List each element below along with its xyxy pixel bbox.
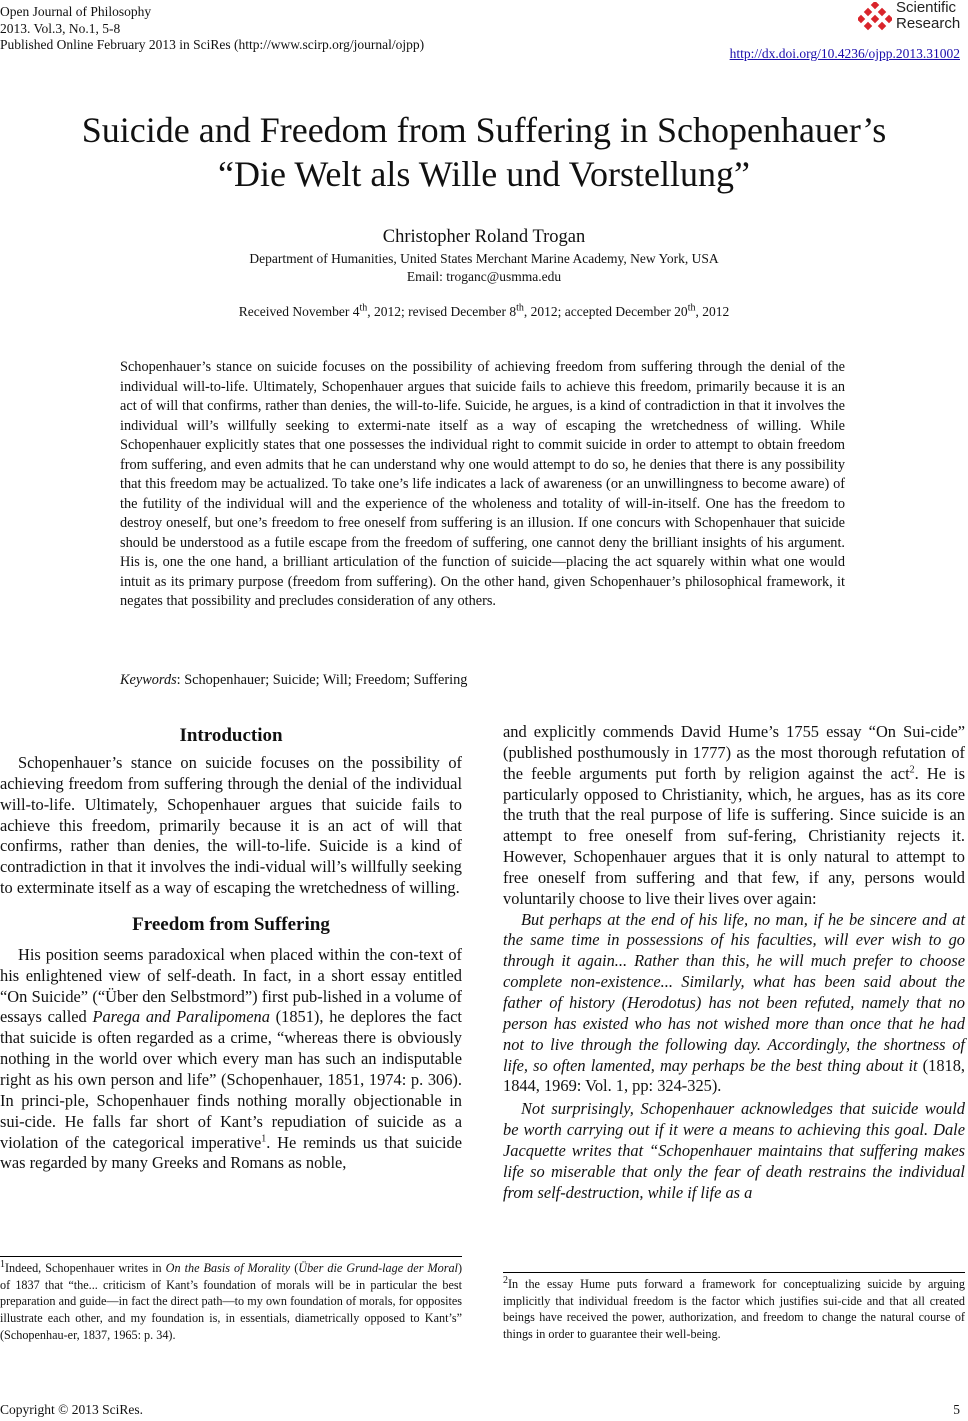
footnote-1: $^1$Indeed, Schopenhauer writes in On the Basis of Morality (Über die Grund-lage der Moral) of 1837 that “the... criticism of Kant’s foundation of morals will be in particular the best preparation and guide—in fact the direct path—to my own foundation of morals, for opposites illustrate each other, and my foundation is, in essentials, diametrically opposed to Kant’s” (Schopenhau-er, 1837, 1965: p. 34). [0,1258,463,1342]
doi-link-wrap [730,46,960,62]
doi-link[interactable]: http://dx.doi.org/10.4236/ojpp.2013.31002 [729,46,960,61]
published-online: Published Online February 2013 in SciRes (http://www.scirp.org/journal/ojpp) [0,37,425,52]
body-paragraph: His position seems paradoxical when placed within the con-text of his enlightened view of self-death. In fact, in a short essay entitled “On Suicide” (“Über den Selbstmord”) first pub-lished in a volume of essays called Parega and Paralipomena (1851), he deplores the fact that suicide is often regarded as a crime, “whereas there is obviously nothing in the world over which every man has such an indisputable right as his own person and life” (Schopenhauer, 1851, 1974: p. 306). In princi-ple, Schopenhauer finds nothing morally objectionable in sui-cide. He falls far short of Kant’s repudiation of suicide as a violation of the categorical imperative$^1$. He reminds us that suicide was regarded by many Greeks and Romans as noble, [0,944,462,1173]
publisher-logo [858,0,961,36]
section-heading-introduction: Introduction [179,725,283,746]
footnote-ref-1[interactable]: 1 [261,1133,267,1145]
intro-paragraph: Schopenhauer’s stance on suicide focuses on the possibility of achieving freedom from suffering through the denial of the individual will-to-life. Ultimately, Schopenhauer argues that suicide fails to achieve this freedom, primarily because it is an act of will that confirms, rather than denies, the will-to-life. Suicide is a kind of contradiction in that it involves the indi-vidual will’s willfully seeking to exterminate itself as a way of escaping the wretchedness of willing. [0,753,462,898]
affiliation: Department of Humanities, United States Merchant Marine Academy, New York, USA [249,251,719,266]
section-heading-freedom: Freedom from Suffering [132,913,330,935]
footnote-2: $^2$In the essay Hume puts forward a framework for conceptualizing suicide by arguing implicitly that individual freedom is the factor which justifies sui-cide and that all created beings have received the power, authorization, and freedom to change the natural course of things in order to guarantee their well-being. [503,1274,965,1342]
logo-diamond-icon [858,2,892,32]
keywords-label: Keywords [120,672,177,688]
logo-text: Scientific Research [896,0,961,32]
journal-volume: 2013. Vol.3, No.1, 5-8 [0,20,121,36]
email: Email: troganc@usmma.edu [406,269,562,284]
paper-title: Suicide and Freedom from Suffering in Schopenhauer’s “Die Welt als Wille und Vorstellung” [81,110,887,194]
affiliation-block [0,250,968,286]
footnote-divider [503,1272,965,1273]
right-column [503,722,965,1203]
journal-name: Open Journal of Philosophy [0,4,152,19]
journal-header [0,4,424,54]
keywords-list: : Schopenhauer; Suicide; Will; Freedom; Suffering [176,672,468,688]
left-column [0,722,462,1174]
body-paragraph: Not surprisingly, Schopenhauer acknowledges that suicide would be worth carrying out if it were a means to achieving this goal. Dale Jacquette writes that “Schopenhauer maintains that suffering makes life so miserable that only the fear of death restrains the individual from self-destruction, while if life as a [503,1099,965,1202]
copyright: Copyright © 2013 SciRes. [0,1402,144,1417]
author-name: Christopher Roland Trogan [382,227,586,247]
keywords [120,672,467,689]
abstract: Schopenhauer’s stance on suicide focuses on the possibility of achieving freedom from suffering through the denial of the individual will-to-life. Ultimately, Schopenhauer argues that suicide fails to achieve this freedom, primarily because it is an act of will that confirms, rather than denies, the will-to-life. Suicide, he argues, is a kind of contradiction in that it involves the individual will’s willfully seeking to extermi-nate itself as a way of escaping the wretchedness of willing. While Schopenhauer explicitly states that one possesses the individual right to commit suicide in order to attempt to obtain freedom from suffering, and even admits that he can understand why one would attempt to do so, he denies that there is any possibility that this freedom may be actualized. To take one’s life indicates a lack of awareness (or an unwillingness to become aware) of the futility of the individual will and the experience of the wholeness and totality of will-in-itself. One has the freedom to destroy oneself, but one’s freedom to free oneself from suffering is an illusion. If one concurs with Schopenhauer that suicide should be understood as a futile escape from the freedom of suffering, one cannot deny the brilliant insights of his argument. His is, one the one hand, a brilliant articulation of the function of suicide—placing the act squarely within what one would intuit as its primary purpose (freedom from suffering). On the other hand, given Schopenhauer’s philosophical framework, it negates that possibility and precludes consideration of any others. [120,359,845,609]
block-quote: But perhaps at the end of his life, no man, if he be sincere and at the same time in possessions of his faculties, will ever wish to go through it again... Rather than this, he will much prefer to choose complete non-existence... Similarly, what has been said about the father of history (Herodotus) has not been refuted, namely that no person has existed who has not wished more than once that he had not to live through the following day. Accordingly, the shortness of life, so often lamented, may perhaps be the best thing about it (1818, 1844, 1969: Vol. 1, pp: 324-325). [503,909,966,1096]
page-number: 5 [953,1402,960,1417]
submission-dates: Received November 4th, 2012; revised December 8th, 2012; accepted December 20th, 2012 [238,302,730,319]
body-paragraph: and explicitly commends David Hume’s 1755 essay “On Sui-cide” (published posthumously in 1777) as the most thorough refutation of the feeble arguments put forth by religion against the act$^2$. He is particularly opposed to Christianity, which, he argues, has as its core the truth that the real purpose of life is suffering. Since suicide is an attempt to free oneself from suf-fering, Christianity rejects it. However, Schopenhauer argues that it is only natural to attempt to free oneself from suffering and that few, if any, persons would voluntarily choose to live their lives over again: [503,722,965,908]
footnote-ref-2[interactable]: 2 [909,764,915,776]
footnote-divider [0,1256,462,1257]
